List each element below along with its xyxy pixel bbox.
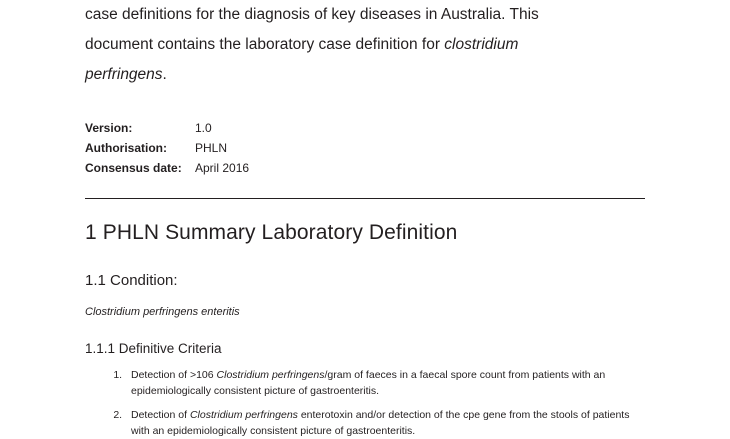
- horizontal-divider: [85, 198, 645, 199]
- document-metadata: [85, 118, 645, 178]
- condition-emphasis: Clostridium perfringens enteritis: [85, 306, 240, 318]
- intro-line-3-text: .: [162, 66, 167, 83]
- metadata-row: [85, 138, 645, 158]
- criteria-2-pre: Detection of: [131, 409, 190, 421]
- criteria-2-emphasis: Clostridium perfringens: [189, 409, 298, 421]
- criteria-2-post: enterotoxin and/or detection of the cpe gene from the stools of patients with an epidemiologically consistent picture of gastroenteritis.: [131, 409, 630, 437]
- intro-line-2-text: document contains the laboratory case definition for: [85, 36, 445, 53]
- intro-line-3-emphasis: perfringens: [85, 66, 163, 83]
- list-item: [125, 368, 645, 399]
- intro-line-2-emphasis: clostridium: [444, 36, 519, 53]
- criteria-1-emphasis: Clostridium perfringens: [216, 369, 325, 381]
- metadata-value-authorisation: PHLN: [195, 141, 228, 155]
- criteria-1-pre: Detection of >106: [131, 369, 217, 381]
- definitive-criteria-heading: 1.1.1 Definitive Criteria: [85, 341, 222, 356]
- subsection-heading: 1.1 Condition:: [85, 272, 178, 289]
- list-item: [125, 408, 645, 439]
- metadata-label-consensus-date: Consensus date:: [85, 161, 182, 175]
- criteria-1-post: /gram of faeces in a faecal spore count from patients with an epidemiologically consistent picture of gastroenteritis.: [131, 369, 606, 397]
- metadata-label-authorisation: Authorisation:: [85, 141, 167, 155]
- intro-line-1: case definitions for the diagnosis of key diseases in Australia. This: [85, 6, 539, 23]
- metadata-value-consensus-date: April 2016: [195, 161, 250, 175]
- metadata-row: [85, 158, 645, 178]
- intro-line-2: [85, 30, 645, 60]
- intro-paragraph: [85, 0, 645, 90]
- metadata-value-version: 1.0: [195, 121, 212, 135]
- metadata-row: [85, 118, 645, 138]
- criteria-list: [85, 368, 645, 439]
- condition-text: [85, 306, 645, 318]
- metadata-label-version: Version:: [85, 121, 133, 135]
- section-heading: 1 PHLN Summary Laboratory Definition: [85, 221, 458, 244]
- intro-line-3: [85, 60, 645, 90]
